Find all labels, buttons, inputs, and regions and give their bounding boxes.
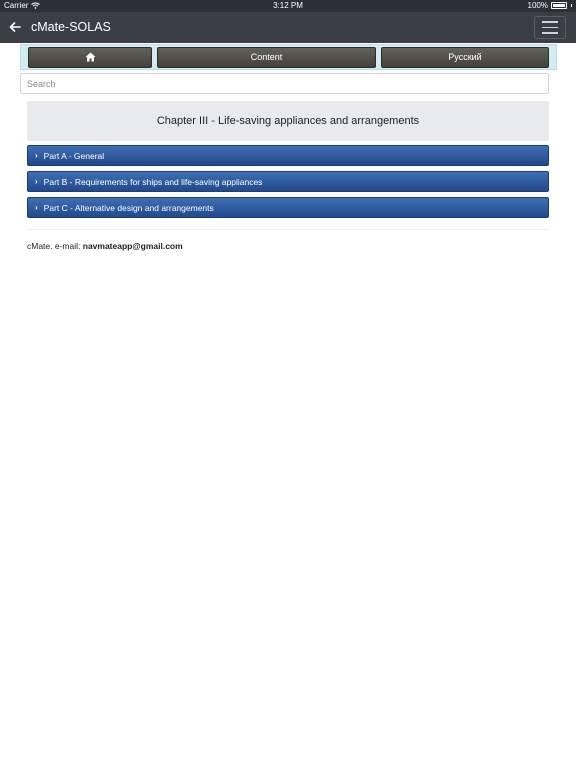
arrow-left-icon — [9, 22, 21, 32]
content-button[interactable]: Content — [157, 47, 376, 68]
app-title: cMate-SOLAS — [31, 20, 111, 34]
divider — [27, 229, 549, 230]
carrier-label: Carrier — [4, 1, 29, 10]
battery-icon — [551, 2, 567, 9]
hamburger-menu-icon — [542, 21, 558, 23]
part-item-c[interactable] — [27, 197, 549, 218]
language-button[interactable]: Русский — [381, 47, 549, 68]
chapter-title: Chapter III - Life-saving appliances and arrangements — [27, 101, 549, 141]
chevron-right-icon: › — [35, 151, 38, 160]
search-input[interactable] — [20, 73, 549, 94]
navigation-bar — [0, 12, 576, 43]
chevron-right-icon: › — [35, 177, 38, 186]
part-label: Part B - Requirements for ships and life-saving appliances — [43, 176, 263, 187]
footer-contact — [27, 241, 183, 251]
home-icon — [85, 52, 96, 62]
hamburger-line — [542, 27, 558, 29]
back-button[interactable] — [6, 18, 24, 36]
home-button[interactable] — [28, 47, 152, 68]
status-time: 3:12 PM — [273, 1, 303, 10]
part-item-b[interactable] — [27, 171, 549, 192]
hamburger-line — [542, 32, 558, 34]
part-item-a[interactable] — [27, 145, 549, 166]
status-right — [528, 1, 572, 10]
battery-tip — [571, 4, 572, 7]
part-label: Part A - General — [43, 150, 105, 161]
menu-button[interactable] — [534, 16, 566, 39]
chevron-right-icon: › — [35, 203, 38, 212]
battery-percent: 100% — [527, 1, 548, 10]
part-label: Part C - Alternative design and arrangements — [43, 202, 214, 213]
toolbar — [20, 44, 557, 70]
status-bar — [0, 0, 576, 12]
contact-email-link[interactable]: navmateapp@gmail.com — [82, 241, 183, 251]
footer-prefix: cMate. e-mail: — [27, 241, 83, 251]
